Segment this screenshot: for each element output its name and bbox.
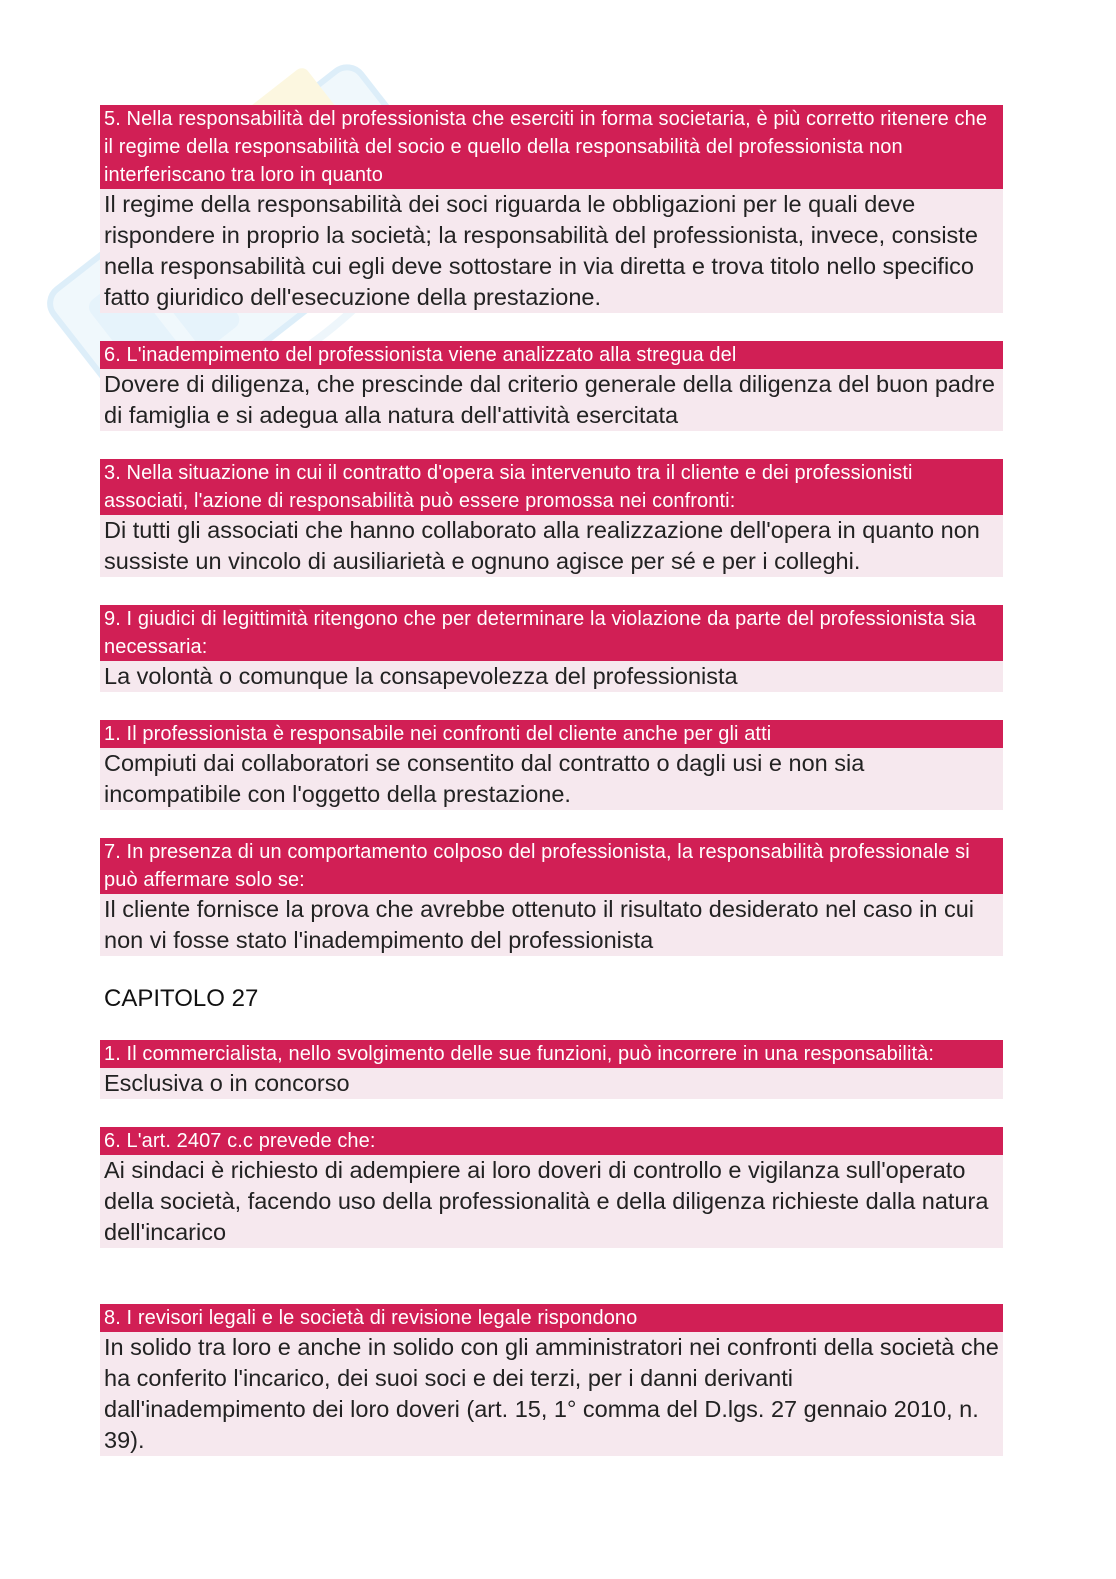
chapter-heading: CAPITOLO 27: [104, 985, 259, 1012]
qa-item: [100, 720, 1003, 810]
question: 6. L'art. 2407 c.c prevede che:: [100, 1127, 1003, 1155]
answer: Il cliente fornisce la prova che avrebbe ottenuto il risultato desiderato nel caso in cui non vi fosse stato l'inadempimento del professionista: [100, 894, 1003, 956]
answer: Ai sindaci è richiesto di adempiere ai loro doveri di controllo e vigilanza sull'operato della società, facendo uso della professionalità e della diligenza richieste dalla natura dell'incarico: [100, 1155, 1003, 1248]
qa-item: [100, 605, 1003, 692]
question: 8. I revisori legali e le società di revisione legale rispondono: [100, 1304, 1003, 1332]
qa-item: [100, 341, 1003, 431]
question: 1. Il commercialista, nello svolgimento delle sue funzioni, può incorrere in una responsabilità:: [100, 1040, 1003, 1068]
answer: Di tutti gli associati che hanno collaborato alla realizzazione dell'opera in quanto non sussiste un vincolo di ausiliarietà e ognuno agisce per sé e per i colleghi.: [100, 515, 1003, 577]
spacer: [100, 1276, 1003, 1304]
question: 1. Il professionista è responsabile nei confronti del cliente anche per gli atti: [100, 720, 1003, 748]
document-page: [100, 105, 1003, 1484]
answer: Il regime della responsabilità dei soci riguarda le obbligazioni per le quali deve rispondere in proprio la società; la responsabilità del professionista, invece, consiste nella responsabilità cui egli deve sottostare in via diretta e trova titolo nello specifico fatto giuridico dell'esecuzione della prestazione.: [100, 189, 1003, 313]
answer: La volontà o comunque la consapevolezza del professionista: [100, 661, 1003, 692]
qa-item: [100, 838, 1003, 956]
qa-item: [100, 1304, 1003, 1456]
question: 5. Nella responsabilità del professionista che eserciti in forma societaria, è più corretto ritenere che il regime della responsabilità del socio e quello della responsabilità del professionista non interferiscano tra loro in quanto: [100, 105, 1003, 189]
qa-item: [100, 459, 1003, 577]
answer: Compiuti dai collaboratori se consentito dal contratto o dagli usi e non sia incompatibile con l'oggetto della prestazione.: [100, 748, 1003, 810]
question: 7. In presenza di un comportamento colposo del professionista, la responsabilità professionale si può affermare solo se:: [100, 838, 1003, 894]
question: 6. L'inadempimento del professionista viene analizzato alla stregua del: [100, 341, 1003, 369]
qa-item: [100, 105, 1003, 313]
qa-item: [100, 1127, 1003, 1248]
question: 3. Nella situazione in cui il contratto d'opera sia intervenuto tra il cliente e dei professionisti associati, l'azione di responsabilità può essere promossa nei confronti:: [100, 459, 1003, 515]
answer: Esclusiva o in concorso: [100, 1068, 1003, 1099]
question: 9. I giudici di legittimità ritengono che per determinare la violazione da parte del professionista sia necessaria:: [100, 605, 1003, 661]
qa-item: [100, 1040, 1003, 1099]
answer: In solido tra loro e anche in solido con gli amministratori nei confronti della società che ha conferito l'incarico, dei suoi soci e dei terzi, per i danni derivanti dall'inadempimento dei loro doveri (art. 15, 1° comma del D.lgs. 27 gennaio 2010, n. 39).: [100, 1332, 1003, 1456]
answer: Dovere di diligenza, che prescinde dal criterio generale della diligenza del buon padre di famiglia e si adegua alla natura dell'attività esercitata: [100, 369, 1003, 431]
